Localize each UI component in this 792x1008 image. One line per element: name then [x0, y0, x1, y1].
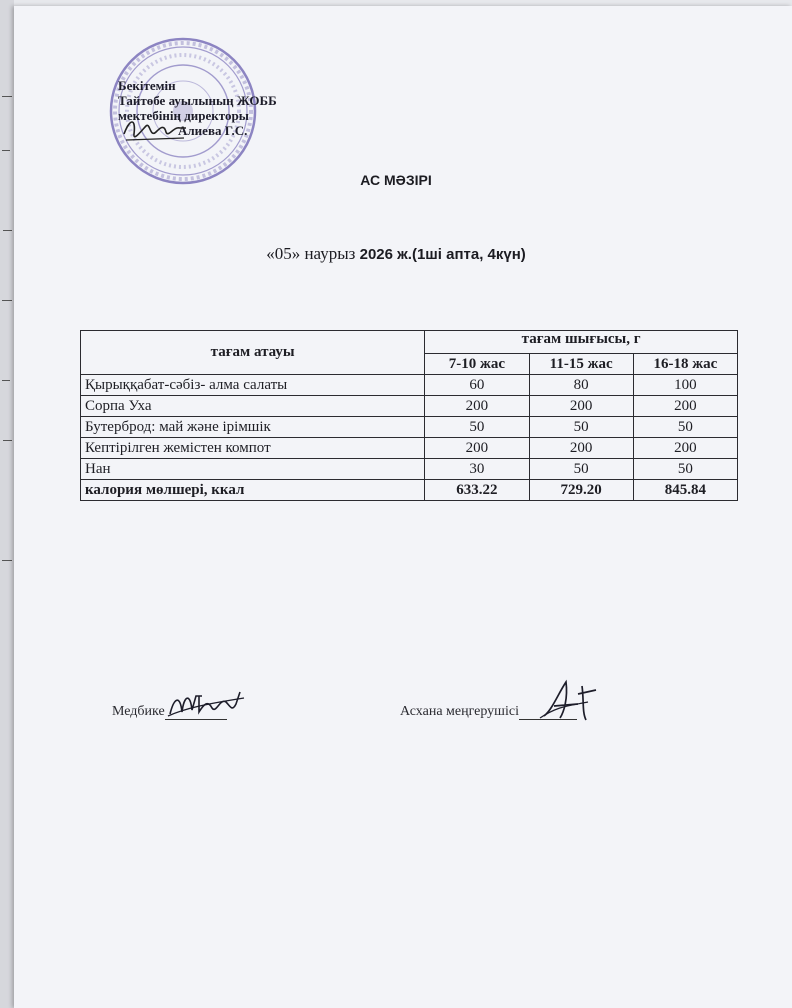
table-row — [81, 459, 738, 480]
date-month: наурыз — [304, 244, 356, 263]
total-value: 729.20 — [529, 480, 633, 501]
dish-value: 100 — [633, 375, 737, 396]
dish-value: 60 — [425, 375, 529, 396]
dish-name: Бутерброд: май және ірімшік — [81, 417, 425, 438]
nurse-label: Медбике — [112, 704, 165, 719]
dish-value: 200 — [529, 396, 633, 417]
dish-value: 200 — [633, 438, 737, 459]
dish-value: 50 — [633, 417, 737, 438]
table-row — [81, 396, 738, 417]
dish-value: 80 — [529, 375, 633, 396]
total-label: калория мөлшері, ккал — [81, 480, 425, 501]
dish-value: 200 — [425, 396, 529, 417]
page-edge-strip — [0, 0, 14, 1008]
director-signature-icon — [120, 112, 190, 148]
table-row — [81, 438, 738, 459]
menu-date — [0, 244, 792, 264]
dish-value: 200 — [633, 396, 737, 417]
approval-line-1: Бекітемін — [118, 78, 176, 93]
dish-value: 50 — [529, 459, 633, 480]
nurse-signature-icon — [166, 684, 248, 726]
dish-name: Нан — [81, 459, 425, 480]
director-name: Алиева Г.С. — [178, 123, 248, 138]
header-age-group: 16-18 жас — [633, 354, 737, 375]
page-title: АС МӘЗІРІ — [360, 172, 432, 188]
dish-name: Қырыққабат-сәбіз- алма салаты — [81, 375, 425, 396]
dish-name: Кептірілген жемістен компот — [81, 438, 425, 459]
date-day: «05» — [266, 244, 301, 263]
dish-value: 50 — [425, 417, 529, 438]
header-age-group: 11-15 жас — [529, 354, 633, 375]
date-details: 2026 ж.(1ші апта, 4күн) — [359, 246, 526, 263]
menu-table — [80, 330, 738, 501]
dish-name: Сорпа Уха — [81, 396, 425, 417]
cook-signature-icon — [538, 676, 608, 726]
header-age-group: 7-10 жас — [425, 354, 529, 375]
table-row — [81, 375, 738, 396]
total-row — [81, 480, 738, 501]
approval-line-3: мектебінің директоры — [118, 108, 249, 123]
dish-value: 200 — [425, 438, 529, 459]
dish-value: 200 — [529, 438, 633, 459]
table-row — [81, 417, 738, 438]
total-value: 633.22 — [425, 480, 529, 501]
header-dish-name: тағам атауы — [81, 331, 425, 375]
dish-value: 50 — [633, 459, 737, 480]
approval-line-2: Тайтөбе ауылының ЖОББ — [118, 93, 277, 108]
dish-value: 50 — [529, 417, 633, 438]
cook-label: Асхана меңгерушісі — [400, 704, 519, 719]
header-yield: тағам шығысы, г — [425, 331, 738, 354]
total-value: 845.84 — [633, 480, 737, 501]
dish-value: 30 — [425, 459, 529, 480]
